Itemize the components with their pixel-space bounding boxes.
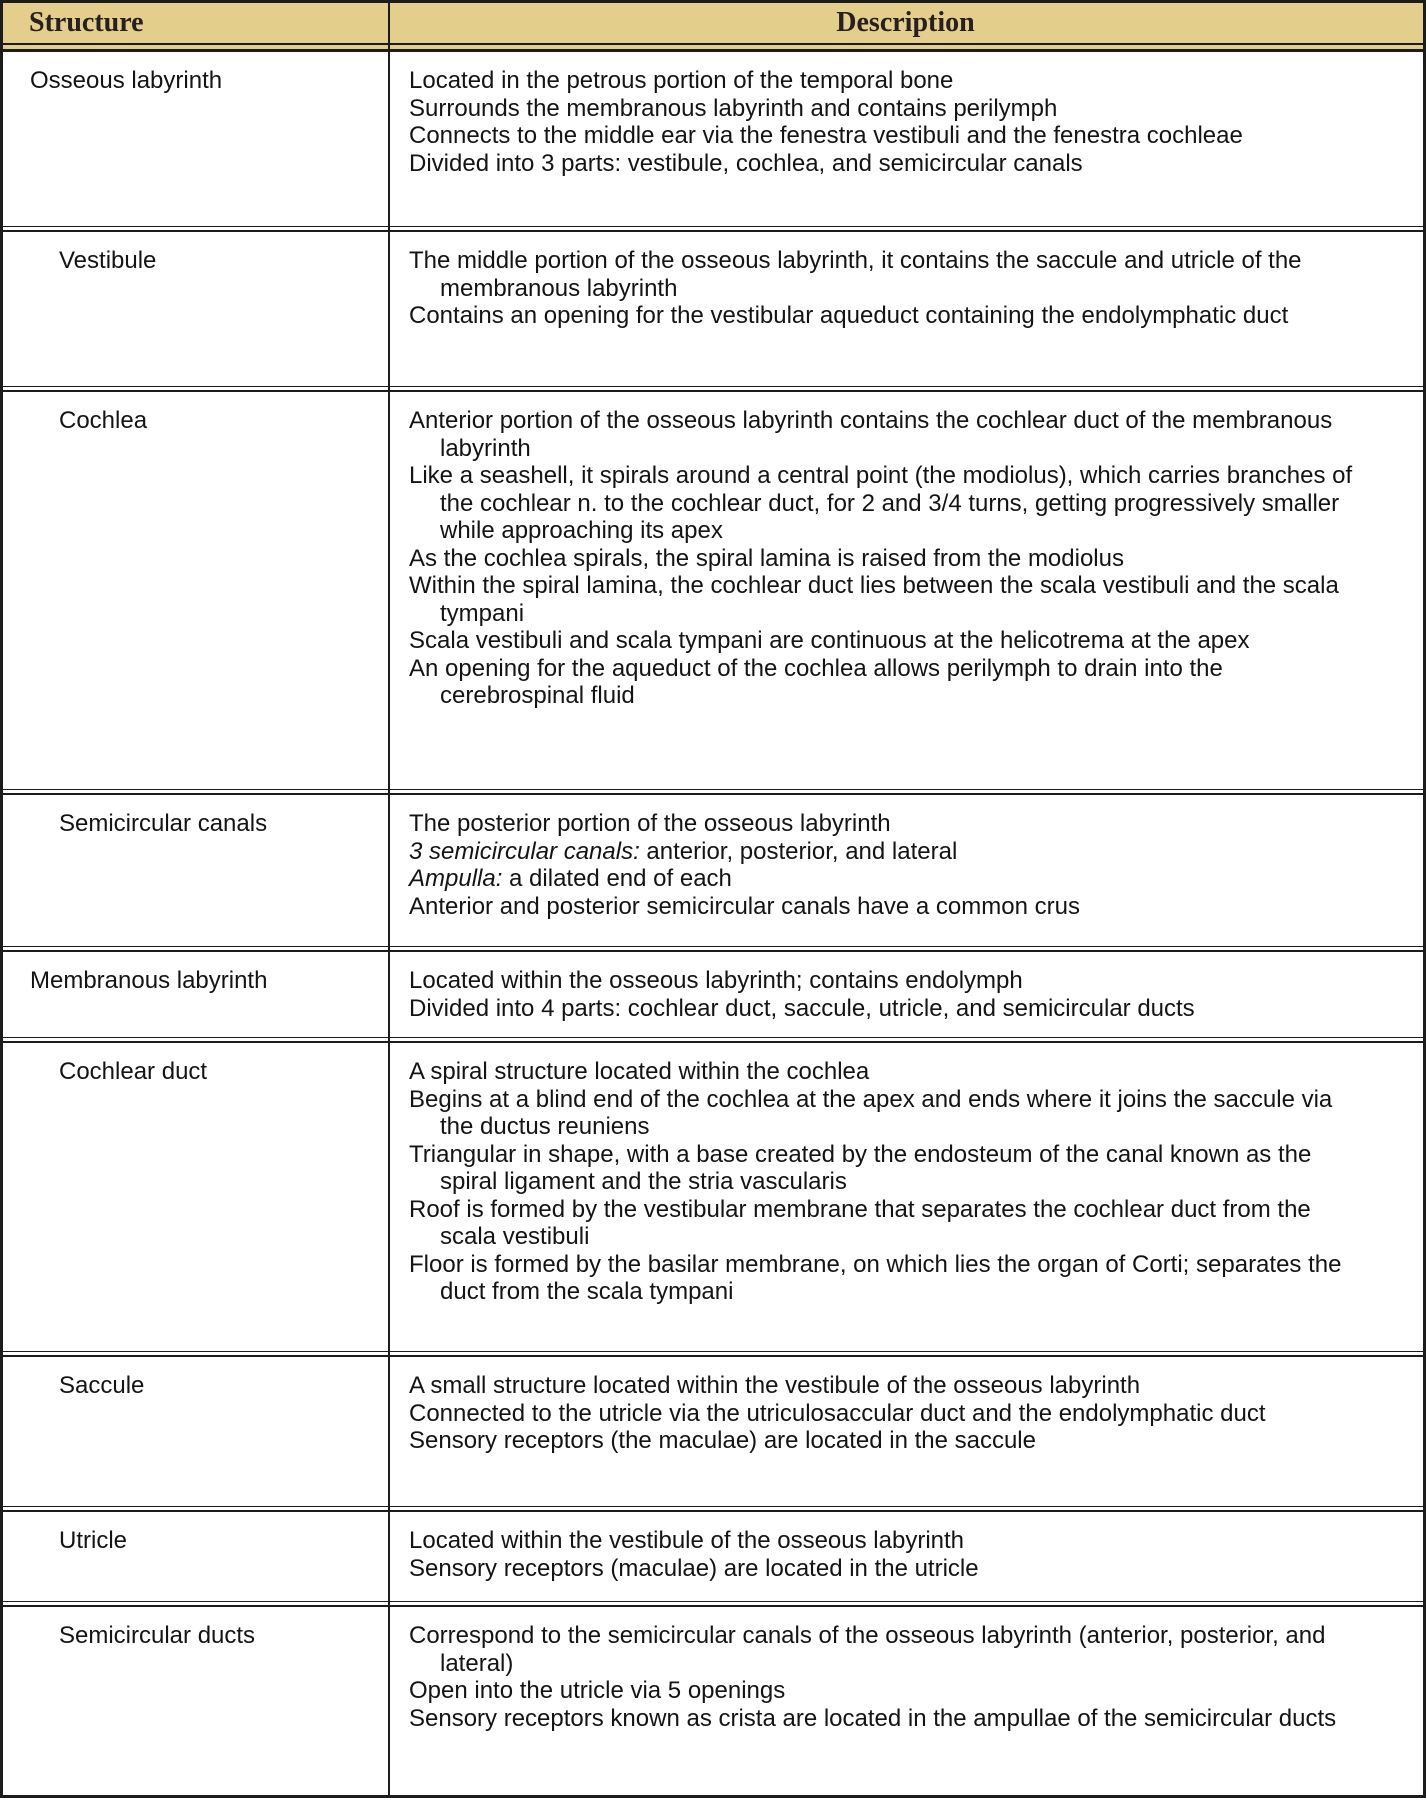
text-segment: Like a seashell, it spirals around a central point (the modiolus), which carries branches of the cochlear n. to the cochlear duct, for 2 and 3/4 turns, getting progressively smaller while approaching its apex [409,462,1353,544]
description-cell [388,232,1423,386]
description-entry [409,545,1353,573]
description-entry [409,247,1353,302]
description-entry [409,1527,1353,1555]
table-row [3,392,1423,789]
text-segment: Correspond to the semicircular canals of the osseous labyrinth (anterior, posterior, and lateral) [409,1622,1326,1677]
text-segment: Floor is formed by the basilar membrane, on which lies the organ of Corti; separates the duct from the scala tympani [409,1250,1342,1305]
description-entry [409,1058,1353,1086]
text-segment: The middle portion of the osseous labyrinth, it contains the saccule and utricle of the membranous labyrinth [409,247,1302,302]
description-entry [409,462,1353,545]
description-entry [409,122,1353,150]
text-segment: Sensory receptors (maculae) are located in the utricle [409,1554,979,1582]
text-segment: As the cochlea spirals, the spiral lamina is raised from the modiolus [409,544,1124,572]
structure-cell [3,1512,388,1601]
structure-label: Cochlear duct [59,1058,208,1085]
text-segment: Connects to the middle ear via the fenestra vestibuli and the fenestra cochleae [409,122,1243,149]
description-entry [409,1427,1353,1455]
description-entry [409,572,1353,627]
table-row [3,1512,1423,1601]
structure-cell [3,52,388,226]
structure-label: Osseous labyrinth [30,67,223,94]
description-entry [409,967,1353,995]
structure-label: Membranous labyrinth [30,967,268,994]
table-header [3,3,1423,43]
text-segment: Located within the osseous labyrinth; contains endolymph [409,967,1023,994]
description-entry [409,95,1353,123]
header-separator [3,43,1423,52]
description-entry [409,302,1353,330]
description-cell [388,1607,1423,1795]
text-segment: a dilated end of each [502,865,732,892]
text-segment: Triangular in shape, with a base created by the endosteum of the canal known as the spiral ligament and the stria vascularis [409,1140,1312,1195]
description-entry [409,150,1353,178]
text-segment: 3 semicircular canals: [409,837,640,865]
text-segment: The posterior portion of the osseous labyrinth [409,810,891,837]
structure-label: Utricle [59,1527,128,1554]
description-entry [409,995,1353,1023]
table-row [3,1043,1423,1351]
text-segment: Sensory receptors (the maculae) are located in the saccule [409,1427,1036,1454]
table-row [3,795,1423,946]
description-entry [409,838,1353,866]
structure-cell [3,795,388,946]
description-cell [388,52,1423,226]
description-entry [409,1677,1353,1705]
description-entry [409,1372,1353,1400]
text-segment: anterior, posterior, and lateral [639,837,958,865]
table-row [3,1357,1423,1506]
description-entry [409,1141,1353,1196]
description-entry [409,407,1353,462]
description-cell [388,1357,1423,1506]
column-divider [388,3,390,1795]
text-segment: An opening for the aqueduct of the cochlea allows perilymph to drain into the cerebrospinal fluid [409,654,1223,709]
description-cell [388,392,1423,789]
table-row [3,232,1423,386]
table-row [3,1607,1423,1795]
structure-label: Vestibule [59,247,157,274]
text-segment: Surrounds the membranous labyrinth and contains perilymph [409,94,1058,122]
structure-cell [3,392,388,789]
text-segment: Anterior and posterior semicircular canals have a common crus [409,892,1080,920]
text-segment: Open into the utricle via 5 openings [409,1677,786,1704]
description-entry [409,1705,1353,1733]
text-segment: Divided into 4 parts: cochlear duct, saccule, utricle, and semicircular ducts [409,994,1195,1022]
description-entry [409,893,1353,921]
table-body [3,52,1423,1795]
description-entry [409,1622,1353,1677]
description-entry [409,1400,1353,1428]
text-segment: Scala vestibuli and scala tympani are continuous at the helicotrema at the apex [409,627,1250,654]
header-structure: Structure [29,7,144,38]
description-cell [388,795,1423,946]
description-cell [388,952,1423,1037]
text-segment: Anterior portion of the osseous labyrinth contains the cochlear duct of the membranous labyrinth [409,407,1333,462]
structure-cell [3,952,388,1037]
text-segment: Contains an opening for the vestibular aqueduct containing the endolymphatic duct [409,302,1289,329]
text-segment: Sensory receptors known as crista are located in the ampullae of the semicircular ducts [409,1704,1337,1732]
structure-label: Semicircular ducts [59,1622,256,1649]
description-entry [409,67,1353,95]
description-entry [409,865,1353,893]
description-entry [409,1555,1353,1583]
structure-label: Cochlea [59,407,148,434]
structure-cell [3,232,388,386]
text-segment: Located in the petrous portion of the temporal bone [409,67,954,94]
text-segment: Ampulla: [409,865,503,892]
text-segment: Within the spiral lamina, the cochlear duct lies between the scala vestibuli and the scala tympani [409,572,1339,627]
text-segment: Roof is formed by the vestibular membrane that separates the cochlear duct from the scala vestibuli [409,1195,1311,1250]
text-segment: Located within the vestibule of the osseous labyrinth [409,1527,965,1554]
header-description: Description [836,7,975,38]
text-segment: Begins at a blind end of the cochlea at the apex and ends where it joins the saccule via the ductus reuniens [409,1085,1333,1140]
table-row [3,52,1423,226]
table-row [3,952,1423,1037]
description-entry [409,655,1353,710]
text-segment: Connected to the utricle via the utriculosaccular duct and the endolymphatic duct [409,1399,1266,1427]
structure-cell [3,1043,388,1351]
description-entry [409,810,1353,838]
text-segment: Divided into 3 parts: vestibule, cochlea, and semicircular canals [409,149,1083,177]
text-segment: A small structure located within the vestibule of the osseous labyrinth [409,1372,1141,1399]
structure-cell [3,1607,388,1795]
text-segment: A spiral structure located within the cochlea [409,1058,870,1085]
description-entry [409,1251,1353,1306]
structure-cell [3,1357,388,1506]
description-entry [409,1086,1353,1141]
structure-label: Saccule [59,1372,145,1399]
structure-label: Semicircular canals [59,810,268,837]
description-cell [388,1043,1423,1351]
description-entry [409,627,1353,655]
description-cell [388,1512,1423,1601]
description-entry [409,1196,1353,1251]
